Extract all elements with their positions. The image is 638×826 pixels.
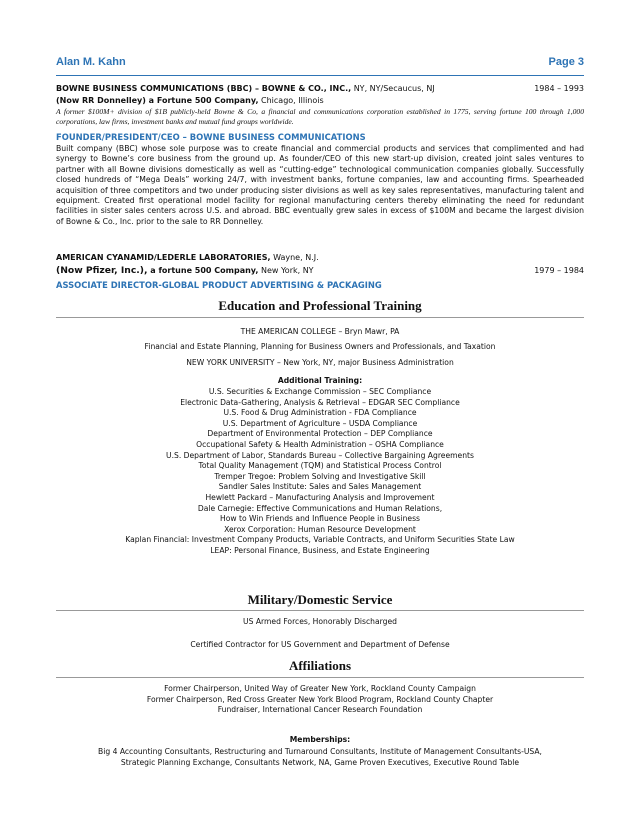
- affiliation-item: Former Chairperson, Red Cross Greater New York Blood Program, Rockland County Chapter: [146, 694, 494, 704]
- bowne-dates: 1984 – 1993: [534, 84, 584, 93]
- military-line: US Armed Forces, Honorably Discharged: [243, 617, 397, 626]
- bowne-sub-bold: (Now RR Donnelley) a Fortune 500 Company,: [56, 96, 259, 105]
- training-item: U.S. Department of Agriculture – USDA Compliance: [222, 418, 418, 428]
- training-item: Electronic Data-Gathering, Analysis & Retrieval – EDGAR SEC Compliance: [180, 397, 460, 407]
- training-item: Xerox Corporation: Human Resource Development: [224, 524, 416, 534]
- membership-line: Strategic Planning Exchange, Consultants Network, NA, Game Proven Executives, Executive Round Table: [120, 757, 520, 767]
- bowne-location: NY, NY/Secaucus, NJ: [351, 84, 435, 93]
- affiliation-item: Fundraiser, International Cancer Research Foundation: [217, 705, 423, 715]
- additional-training-heading: Additional Training:: [277, 376, 363, 385]
- header-rule: [56, 75, 584, 76]
- bowne-company-name: BOWNE BUSINESS COMMUNICATIONS (BBC) – BOWNE & CO., INC.,: [56, 84, 352, 93]
- memberships-list: [50, 747, 590, 768]
- bowne-company-description: A former $100M+ division of $1B publicly-held Bowne & Co, a financial and communications corporation established in 1775, serving fortune 100 through 1,000 corporations, law firms, investment banks and mutual fund groups worldwide.: [56, 107, 584, 126]
- memberships-heading: Memberships:: [289, 735, 351, 744]
- cyanamid-dates: 1979 – 1984: [534, 266, 584, 275]
- cyanamid-sub-line: [56, 265, 584, 276]
- bowne-role-description: Built company (BBC) whose sole purpose was to create financial and commercial products and services that complimented and had synergy to Bowne’s core business from the ground up. As founder/CEO of this new start-up division, created joint sales ventures to partner with all Bowne divisions domestically as well as “cutting-edge” technological communication companies globally. Successfully closed hundreds of “Mega Deals” working 24/7, with investment banks, fortune companies, law and accounting firms. Spearheaded acquisition of three competitors and two under producing sister divisions as well as key sales representatives, manufacturing talent and equipment. Created first operational model facility for regional manufacturing centers thereby eliminating the need for redundant facilities in sister sales centers across U.S. and abroad. BBC eventually grew sales in excess of $100M and became the largest division of Bowne & Co., Inc. prior to the sale to RR Donnelley.: [56, 144, 584, 226]
- membership-line: Big 4 Accounting Consultants, Restructuring and Turnaround Consultants, Institute of Management Consultants-USA,: [98, 747, 542, 756]
- training-item: Hewlett Packard – Manufacturing Analysis and Improvement: [205, 492, 435, 502]
- bowne-sub-location: Chicago, Illinois: [258, 96, 324, 105]
- training-item: Department of Environmental Protection – DEP Compliance: [207, 429, 433, 439]
- affiliations-heading: Affiliations: [288, 658, 352, 673]
- page-header: [56, 56, 584, 72]
- military-rule: [56, 610, 584, 611]
- cyanamid-sub-bold-2: a fortune 500 Company,: [147, 266, 259, 275]
- training-item: How to Win Friends and Influence People in Business: [220, 514, 420, 524]
- cyanamid-company-name: AMERICAN CYANAMID/LEDERLE LABORATORIES,: [56, 253, 271, 262]
- training-item: LEAP: Personal Finance, Business, and Estate Engineering: [210, 545, 430, 555]
- education-line: THE AMERICAN COLLEGE – Bryn Mawr, PA: [240, 327, 400, 336]
- cyanamid-role-title: ASSOCIATE DIRECTOR-GLOBAL PRODUCT ADVERTISING & PACKAGING: [56, 280, 382, 290]
- training-item: Total Quality Management (TQM) and Statistical Process Control: [198, 461, 442, 471]
- header-page-number: Page 3: [548, 56, 584, 68]
- training-item: Kaplan Financial: Investment Company Products, Variable Contracts, and Uniform Securities State Law: [125, 535, 515, 545]
- education-line: Financial and Estate Planning, Planning for Business Owners and Professionals, and Taxation: [144, 342, 496, 351]
- bowne-company-line: [56, 83, 584, 94]
- cyanamid-sub-bold: (Now Pfizer, Inc.),: [56, 265, 148, 276]
- affiliations-list: [56, 684, 584, 716]
- military-line: Certified Contractor for US Government and Department of Defense: [190, 640, 450, 649]
- cyanamid-location: Wayne, N.J.: [270, 253, 319, 262]
- cyanamid-company-line: [56, 252, 584, 263]
- training-item: Tremper Tregoe: Problem Solving and Investigative Skill: [214, 471, 426, 481]
- education-rule: [56, 317, 584, 318]
- header-name: Alan M. Kahn: [56, 56, 126, 68]
- training-item: U.S. Securities & Exchange Commission – SEC Compliance: [208, 387, 432, 396]
- affiliations-rule: [56, 677, 584, 678]
- cyanamid-sub-location: New York, NY: [258, 266, 314, 275]
- military-heading: Military/Domestic Service: [247, 592, 393, 607]
- education-line: NEW YORK UNIVERSITY – New York, NY, major Business Administration: [186, 358, 454, 367]
- bowne-role-title: FOUNDER/PRESIDENT/CEO – BOWNE BUSINESS COMMUNICATIONS: [56, 132, 366, 142]
- affiliation-item: Former Chairperson, United Way of Greater New York, Rockland County Campaign: [164, 684, 476, 693]
- training-item: Sandler Sales Institute: Sales and Sales Management: [218, 482, 422, 492]
- bowne-sub-line: [56, 95, 584, 106]
- training-item: U.S. Department of Labor, Standards Bureau – Collective Bargaining Agreements: [166, 450, 474, 460]
- training-item: Dale Carnegie: Effective Communications and Human Relations,: [197, 503, 443, 513]
- training-item: Occupational Safety & Health Administration – OSHA Compliance: [196, 439, 444, 449]
- education-heading: Education and Professional Training: [218, 298, 422, 313]
- additional-training-list: [56, 387, 584, 557]
- training-item: U.S. Food & Drug Administration - FDA Compliance: [223, 408, 417, 418]
